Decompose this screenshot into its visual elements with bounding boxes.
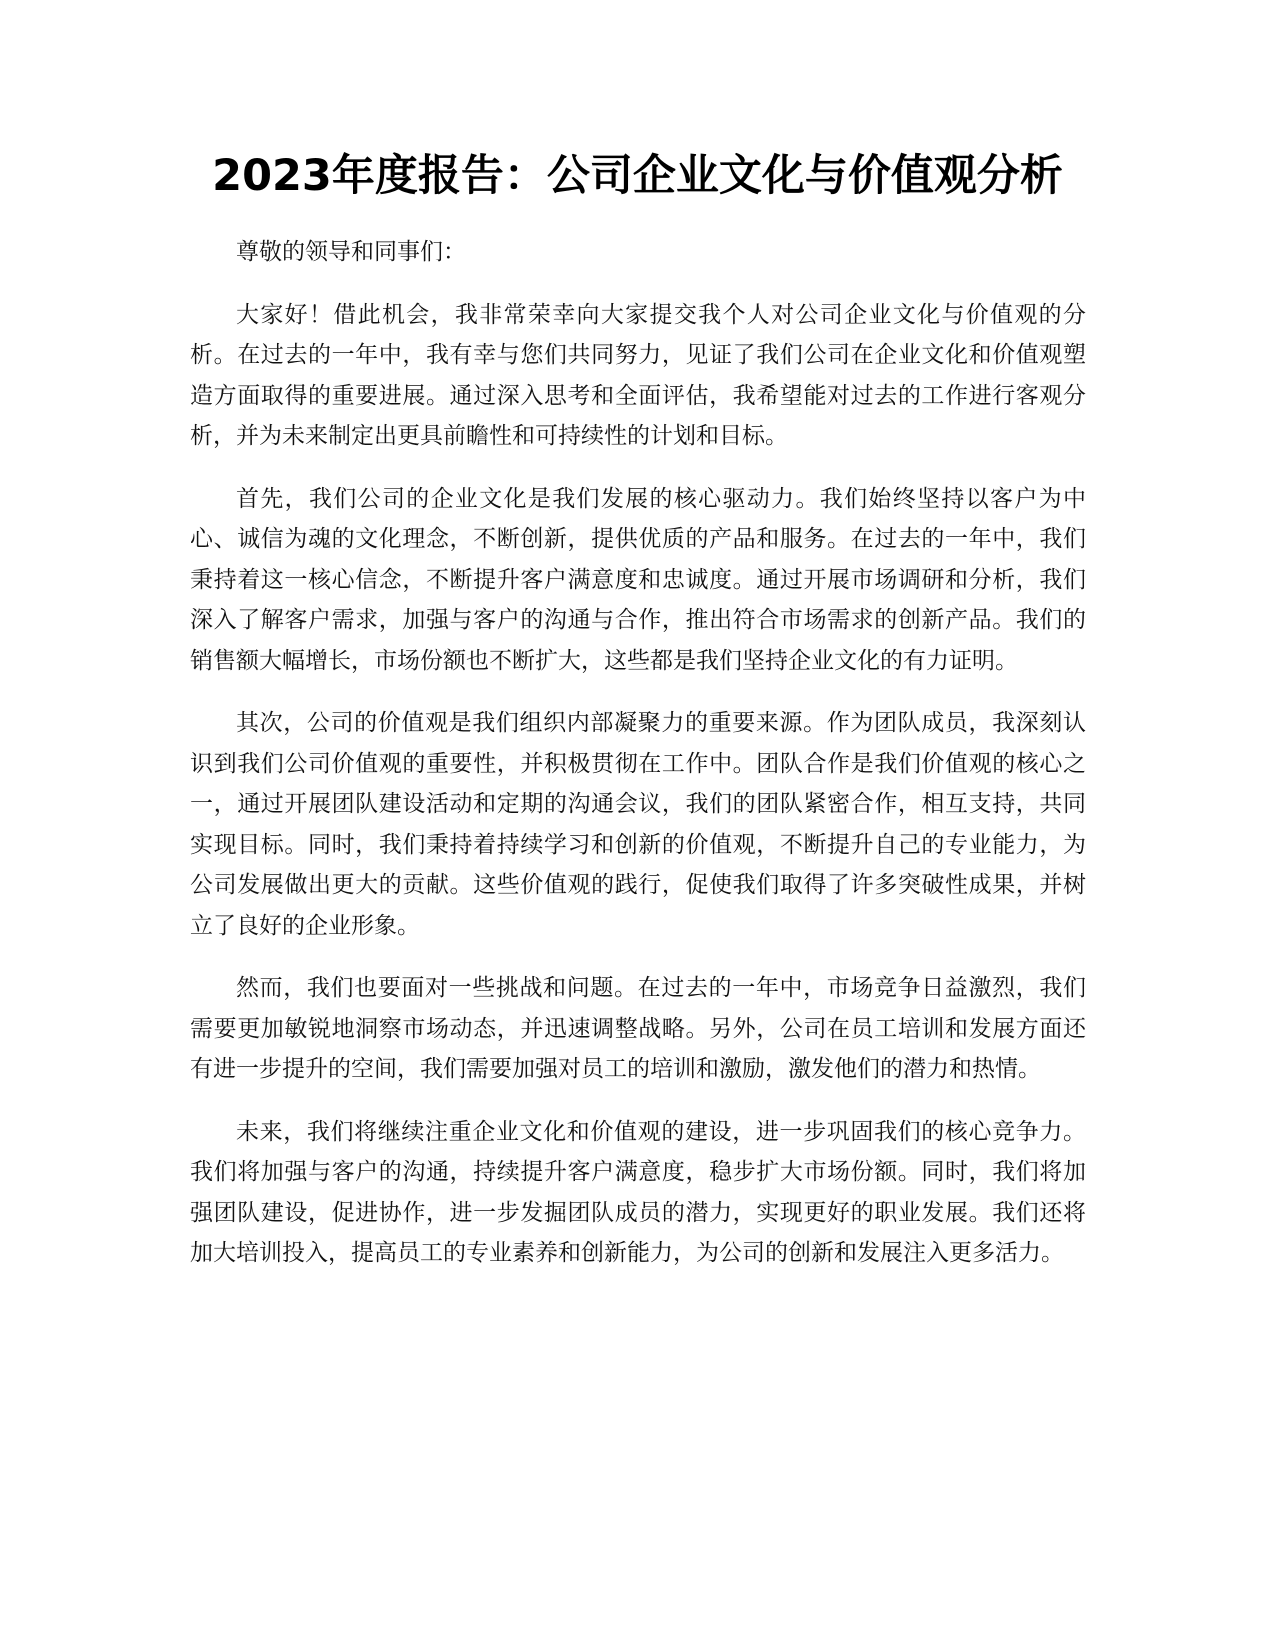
paragraph-intro: 大家好！借此机会，我非常荣幸向大家提交我个人对公司企业文化与价值观的分析。在过去的一年中，我有幸与您们共同努力，见证了我们公司在企业文化和价值观塑造方面取得的重要进展。通过深入思考和全面评估，我希望能对过去的工作进行客观分析，并为未来制定出更具前瞻性和可持续性的计划和目标。 <box>190 301 1086 449</box>
paragraph-culture: 首先，我们公司的企业文化是我们发展的核心驱动力。我们始终坚持以客户为中心、诚信为魂的文化理念，不断创新，提供优质的产品和服务。在过去的一年中，我们秉持着这一核心信念，不断提升客户满意度和忠诚度。通过开展市场调研和分析，我们深入了解客户需求，加强与客户的沟通与合作，推出符合市场需求的创新产品。我们的销售额大幅增长，市场份额也不断扩大，这些都是我们坚持企业文化的有力证明。 <box>190 485 1086 674</box>
paragraph-values: 其次，公司的价值观是我们组织内部凝聚力的重要来源。作为团队成员，我深刻认识到我们公司价值观的重要性，并积极贯彻在工作中。团队合作是我们价值观的核心之一，通过开展团队建设活动和定期的沟通会议，我们的团队紧密合作，相互支持，共同实现目标。同时，我们秉持着持续学习和创新的价值观，不断提升自己的专业能力，为公司发展做出更大的贡献。这些价值观的践行，促使我们取得了许多突破性成果，并树立了良好的企业形象。 <box>190 710 1086 939</box>
paragraph-future: 未来，我们将继续注重企业文化和价值观的建设，进一步巩固我们的核心竞争力。我们将加强与客户的沟通，持续提升客户满意度，稳步扩大市场份额。同时，我们将加强团队建设，促进协作，进一步发掘团队成员的潜力，实现更好的职业发展。我们还将加大培训投入，提高员工的专业素养和创新能力，为公司的创新和发展注入更多活力。 <box>190 1118 1086 1266</box>
document-body <box>190 232 1086 1296</box>
salutation: 尊敬的领导和同事们： <box>236 239 466 265</box>
document-title: 2023年度报告：公司企业文化与价值观分析 <box>212 151 1063 201</box>
paragraph-challenges: 然而，我们也要面对一些挑战和问题。在过去的一年中，市场竞争日益激烈，我们需要更加敏锐地洞察市场动态，并迅速调整战略。另外，公司在员工培训和发展方面还有进一步提升的空间，我们需要加强对员工的培训和激励，激发他们的潜力和热情。 <box>190 975 1086 1082</box>
